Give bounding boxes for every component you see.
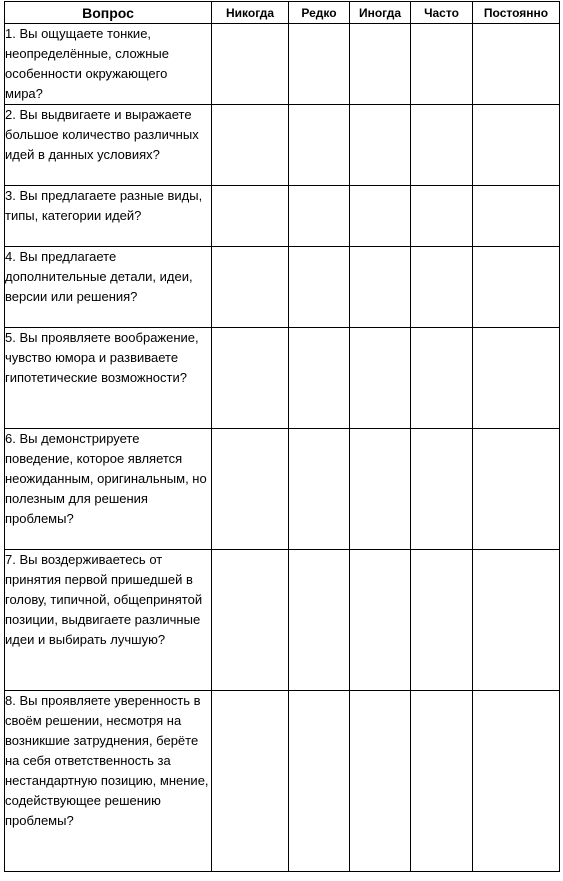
- question-row-1: [5, 24, 560, 105]
- answer-cell-6-sometimes[interactable]: [350, 429, 411, 550]
- header-never: Никогда: [212, 2, 289, 24]
- answer-cell-2-rarely[interactable]: [289, 105, 350, 186]
- answer-cell-3-sometimes[interactable]: [350, 186, 411, 247]
- question-row-4: [5, 247, 560, 328]
- answer-cell-4-sometimes[interactable]: [350, 247, 411, 328]
- answer-cell-8-rarely[interactable]: [289, 691, 350, 872]
- answer-cell-3-rarely[interactable]: [289, 186, 350, 247]
- question-text-5: 5. Вы проявляете воображение, чувство юмора и развиваете гипотетические возможности?: [5, 328, 212, 429]
- answer-cell-2-sometimes[interactable]: [350, 105, 411, 186]
- answer-cell-5-sometimes[interactable]: [350, 328, 411, 429]
- question-text-7: 7. Вы воздерживаетесь от принятия первой пришедшей в голову, типичной, общепринятой позиции, выдвигаете различные идеи и выбирать лучшую?: [5, 550, 212, 691]
- answer-cell-6-always[interactable]: [473, 429, 560, 550]
- answer-cell-1-always[interactable]: [473, 24, 560, 105]
- question-text-6: 6. Вы демонстрируете поведение, которое является неожиданным, оригинальным, но полезным для решения проблемы?: [5, 429, 212, 550]
- question-row-2: [5, 105, 560, 186]
- answer-cell-8-always[interactable]: [473, 691, 560, 872]
- answer-cell-8-often[interactable]: [411, 691, 473, 872]
- answer-cell-1-never[interactable]: [212, 24, 289, 105]
- answer-cell-1-rarely[interactable]: [289, 24, 350, 105]
- answer-cell-3-often[interactable]: [411, 186, 473, 247]
- answer-cell-1-often[interactable]: [411, 24, 473, 105]
- question-text-8: 8. Вы проявляете уверенность в своём решении, несмотря на возникшие затруднения, берёте на себя ответственность за нестандартную позицию, мнение, содействующее решению проблемы?: [5, 691, 212, 872]
- answer-cell-4-rarely[interactable]: [289, 247, 350, 328]
- answer-cell-7-often[interactable]: [411, 550, 473, 691]
- answer-cell-4-always[interactable]: [473, 247, 560, 328]
- header-question: Вопрос: [5, 2, 212, 24]
- header-sometimes: Иногда: [350, 2, 411, 24]
- answer-cell-2-often[interactable]: [411, 105, 473, 186]
- question-text-4: 4. Вы предлагаете дополнительные детали, идеи, версии или решения?: [5, 247, 212, 328]
- question-row-5: [5, 328, 560, 429]
- header-often: Часто: [411, 2, 473, 24]
- answer-cell-6-often[interactable]: [411, 429, 473, 550]
- question-row-3: [5, 186, 560, 247]
- answer-cell-7-sometimes[interactable]: [350, 550, 411, 691]
- question-row-6: [5, 429, 560, 550]
- answer-cell-4-never[interactable]: [212, 247, 289, 328]
- answer-cell-5-often[interactable]: [411, 328, 473, 429]
- questionnaire-table: [4, 1, 560, 872]
- question-text-3: 3. Вы предлагаете разные виды, типы, категории идей?: [5, 186, 212, 247]
- answer-cell-7-never[interactable]: [212, 550, 289, 691]
- answer-cell-2-never[interactable]: [212, 105, 289, 186]
- question-text-2: 2. Вы выдвигаете и выражаете большое количество различных идей в данных условиях?: [5, 105, 212, 186]
- answer-cell-7-always[interactable]: [473, 550, 560, 691]
- question-row-7: [5, 550, 560, 691]
- question-row-8: [5, 691, 560, 872]
- answer-cell-8-never[interactable]: [212, 691, 289, 872]
- answer-cell-6-never[interactable]: [212, 429, 289, 550]
- answer-cell-5-never[interactable]: [212, 328, 289, 429]
- header-always: Постоянно: [473, 2, 560, 24]
- answer-cell-1-sometimes[interactable]: [350, 24, 411, 105]
- header-row: [5, 2, 560, 24]
- answer-cell-3-never[interactable]: [212, 186, 289, 247]
- answer-cell-8-sometimes[interactable]: [350, 691, 411, 872]
- header-rarely: Редко: [289, 2, 350, 24]
- answer-cell-5-always[interactable]: [473, 328, 560, 429]
- answer-cell-4-often[interactable]: [411, 247, 473, 328]
- answer-cell-3-always[interactable]: [473, 186, 560, 247]
- answer-cell-2-always[interactable]: [473, 105, 560, 186]
- answer-cell-6-rarely[interactable]: [289, 429, 350, 550]
- answer-cell-5-rarely[interactable]: [289, 328, 350, 429]
- question-text-1: 1. Вы ощущаете тонкие, неопределённые, сложные особенности окружающего мира?: [5, 24, 212, 105]
- answer-cell-7-rarely[interactable]: [289, 550, 350, 691]
